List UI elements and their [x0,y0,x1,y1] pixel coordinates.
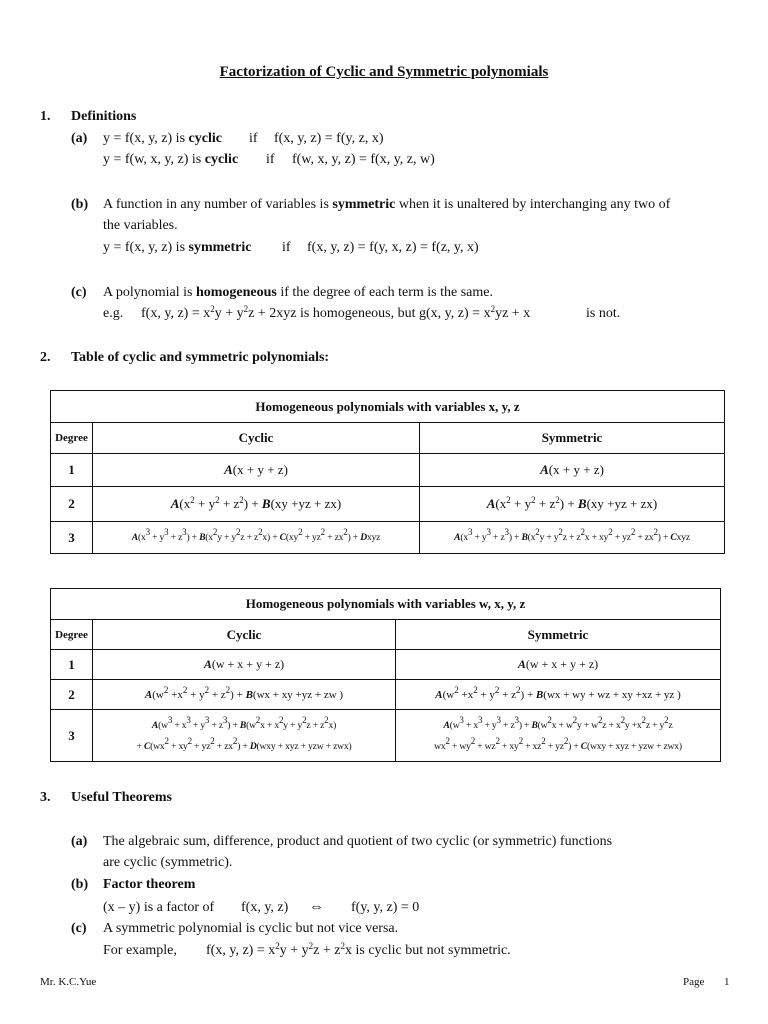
section-3-heading: Useful Theorems [71,790,172,805]
thm-a-label: (a) [71,834,88,849]
table-xyz-col-degree: Degree [51,423,93,454]
def-a-line2: y = f(w, x, y, z) is cyclic [103,152,239,167]
table-wxyz-col-degree: Degree [51,620,93,650]
table-wxyz-deg3-symmetric [396,710,721,762]
def-b-label: (b) [71,197,89,212]
thm-c-label: (c) [71,921,87,936]
thm-b-heading: Factor theorem [103,877,196,892]
thm-b-text-mid: f(x, y, z) [241,900,289,915]
page-title: Factorization of Cyclic and Symmetric polynomials [219,64,549,80]
table-wxyz-deg3-symmetric-line2: $wx^2 + wy^2 + wz^2 + xy^2 + xz^2 + yz^2) + C(wxy$ + xyz + yzw + zwx) [434,735,682,752]
table-xyz-deg1-cyclic: A(x + y + z) [93,454,420,487]
def-a-label: (a) [71,131,88,146]
thm-b-text-right: f(y, y, z) = 0 [351,900,420,915]
table-row [51,522,725,554]
def-b-line3-if: if [282,240,291,255]
def-c-eg-text: f(x, y, $z) = x^2y + y^2z + 2xyz$ is homogeneous, but g(x, y, $z) = x^2yz + x$ [141,304,531,321]
def-a-line2-if: if [266,152,275,167]
def-c-label: (c) [71,285,87,300]
table-wxyz-deg1-symmetric: A(w + x + y + z) [396,650,721,680]
thm-a-text1: The algebraic sum, difference, product and quotient of two cyclic (or symmetric) functions [103,834,613,849]
table-xyz-deg1-symmetric: A(x + y + z) [420,454,725,487]
table-xyz-deg1: 1 [51,454,93,487]
table-wxyz-deg3-cyclic-line2: + $C(wx^2 + xy^2 + yz^2 + zx^2) + D(wxy$ + xyz + yzw + zwx) [136,735,352,752]
table-row [51,650,721,680]
table-xyz-deg2: 2 [51,487,93,522]
section-3-number: 3. [40,790,51,805]
table-wxyz-deg3-cyclic [93,710,396,762]
table-xyz [50,390,725,554]
section-2-heading: Table of cyclic and symmetric polynomials: [71,350,330,365]
table-wxyz-col-symmetric: Symmetric [396,620,721,650]
table-wxyz-title: Homogeneous polynomials with variables w, x, y, z [51,589,721,620]
footer-page-number: 1 [724,976,730,988]
thm-c-text2-pre: For example, [103,943,177,958]
table-xyz-title: Homogeneous polynomials with variables x, y, z [51,391,725,423]
section-1-number: 1. [40,109,51,124]
thm-b-text-left: (x – y) is a factor of [103,900,215,915]
thm-c-text1: A symmetric polynomial is cyclic but not vice versa. [103,921,399,936]
footer-author: Mr. K.C.Yue [40,976,97,988]
def-c-eg-label: e.g. [103,306,124,321]
table-wxyz [50,588,721,762]
section-2-number: 2. [40,350,51,365]
iff-arrow-icon: ⇔ [309,899,324,915]
def-b-text1: A function in any number of variables is symmetric when it is unaltered by interchanging any two of [103,197,671,212]
table-xyz-deg2-symmetric: $A(x^2 + y^2 + z^2) + B(xy +yz + zx)$ [420,487,725,522]
table-wxyz-deg3: 3 [51,710,93,762]
footer-page-label: Page [683,976,705,988]
table-xyz-deg3-cyclic: $A(x^3 + y^3 + z^3) + B(x^2y + y^2z + z^2x) + C(xy^2 + yz^2 + zx^2)$ + Dxyz [93,522,420,554]
table-wxyz-deg1: 1 [51,650,93,680]
thm-a-text2: are cyclic (symmetric). [103,855,233,870]
thm-c-text2-expr: f(x, y, $z) = x^2y + y^2z + z^2x$ is cyclic but not symmetric. [206,941,511,958]
def-b-line3: y = f(x, y, z) is symmetric [103,240,252,255]
def-a-line2-cond: f(w, x, y, z) = f(x, y, z, w) [292,152,435,167]
table-row [51,710,721,762]
table-wxyz-col-cyclic: Cyclic [93,620,396,650]
def-b-line3-cond: f(x, y, z) = f(y, x, z) = f(z, y, x) [307,240,479,255]
table-wxyz-deg2-cyclic: $A(w^2 +x^2 + y^2 + z^2) + B(wx$ + xy +yz + zw ) [93,680,396,710]
table-row [51,680,721,710]
table-xyz-col-cyclic: Cyclic [93,423,420,454]
thm-b-label: (b) [71,877,89,892]
table-wxyz-deg3-cyclic-line1: $A(w^3 + x^3 + y^3 + z^3) + B(w^2x + x^2y + y^2z + z^2x)$ [151,714,337,731]
table-wxyz-deg2-symmetric: $A(w^2 +x^2 + y^2 + z^2) + B(wx$ + wy + wz + xy +xz + yz ) [396,680,721,710]
def-c-eg-end: is not. [586,306,621,321]
def-a-line1-cond: f(x, y, z) = f(y, z, x) [274,131,384,146]
table-xyz-deg3-symmetric: $A(x^3 + y^3 + z^3) + B(x^2y + y^2z + z^2x + xy^2 + yz^2 + zx^2)$ + Cxyz [420,522,725,554]
def-a-line1-if: if [249,131,258,146]
table-wxyz-deg3-symmetric-line1: $A(w^3 + x^3 + y^3 + z^3) + B(w^2x + w^2y + w^2z + x^2y +x^2z + y^2z$ [443,714,673,731]
table-row [51,454,725,487]
def-c-text1: A polynomial is homogeneous if the degree of each term is the same. [103,285,493,300]
table-wxyz-deg2: 2 [51,680,93,710]
table-wxyz-deg1-cyclic: A(w + x + y + z) [93,650,396,680]
table-xyz-col-symmetric: Symmetric [420,423,725,454]
table-row [51,487,725,522]
table-xyz-deg3: 3 [51,522,93,554]
def-a-line1: y = f(x, y, z) is cyclic [103,131,222,146]
section-1-heading: Definitions [71,109,137,124]
table-xyz-deg2-cyclic: $A(x^2 + y^2 + z^2) + B(xy +yz + zx)$ [93,487,420,522]
def-b-text2: the variables. [103,218,178,233]
